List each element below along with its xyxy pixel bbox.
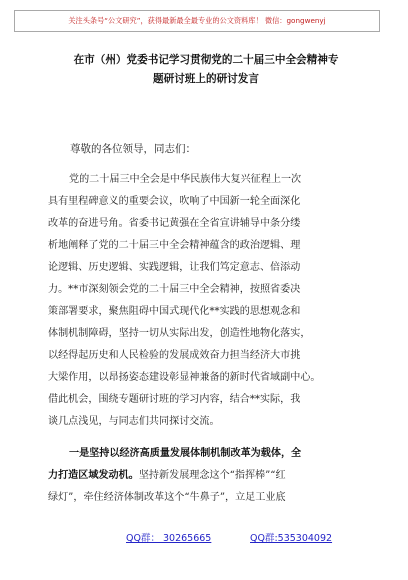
paragraph-line: 大梁作用，以昂扬姿态建设彰显神兼备的新时代省域副中心。 (48, 372, 321, 383)
footer-qq-group-2[interactable]: QQ群:535304092 (250, 533, 333, 544)
document-title-line-2: 题研讨班上的研讨发言 (153, 73, 259, 85)
salutation: 尊敬的各位领导，同志们： (70, 143, 196, 155)
paragraph-line: 具有里程碑意义的重要会议，吹响了中国新一轮全面深化 (48, 196, 301, 207)
section-heading-bold: 力打造区域发动机。 (48, 470, 139, 481)
document-title-line-1: 在市（州）党委书记学习贯彻党的二十届三中全会精神专 (73, 54, 339, 66)
paragraph-line: 策部署要求，聚焦阻碍中国式现代化**实践的思想观念和 (48, 306, 301, 317)
header-banner-text: 关注头条号“公文研究”，获得最新最全最专业的公文资料库！ 微信：gongwenyj (68, 16, 326, 25)
paragraph-line: 绿灯”，牵住经济体制改革这个“牛鼻子”，立足工业底 (48, 492, 286, 503)
section-heading-rest: 坚持新发展理念这个“指挥棒”“红 (138, 470, 286, 481)
header-banner (14, 10, 380, 32)
footer (0, 526, 408, 546)
paragraph-line: 体制机制障碍，坚持一切从实际出发，创造性地物化落实， (48, 328, 311, 339)
paragraph-line: 论逻辑、历史逻辑、实践逻辑，让我们笃定意志、倍添动 (48, 262, 301, 273)
section-heading-line-1: 一是坚持以经济高质量发展体制机制改革为载体，全 (69, 448, 302, 459)
paragraph-line: 析地阐释了党的二十届三中全会精神蕴含的政治逻辑、理 (48, 240, 301, 251)
paragraph-line: 以经得起历史和人民检验的发展成效奋力担当经济大市挑 (48, 350, 301, 361)
paragraph-line: 改革的奋进号角。省委书记黄强在全省宣讲辅导中条分缕 (48, 218, 301, 229)
paragraph-line: 借此机会，围绕专题研讨班的学习内容，结合**实际，我 (48, 394, 301, 405)
paragraph-line: 力。**市深刻领会党的二十届三中全会精神，按照省委决 (48, 284, 301, 295)
section-heading-line-2 (48, 468, 350, 484)
paragraph-line: 党的二十届三中全会是中华民族伟大复兴征程上一次 (69, 174, 302, 185)
paragraph-line: 谈几点浅见，与同志们共同探讨交流。 (48, 416, 220, 427)
footer-qq-group-1[interactable]: QQ群： 30265665 (126, 533, 212, 544)
